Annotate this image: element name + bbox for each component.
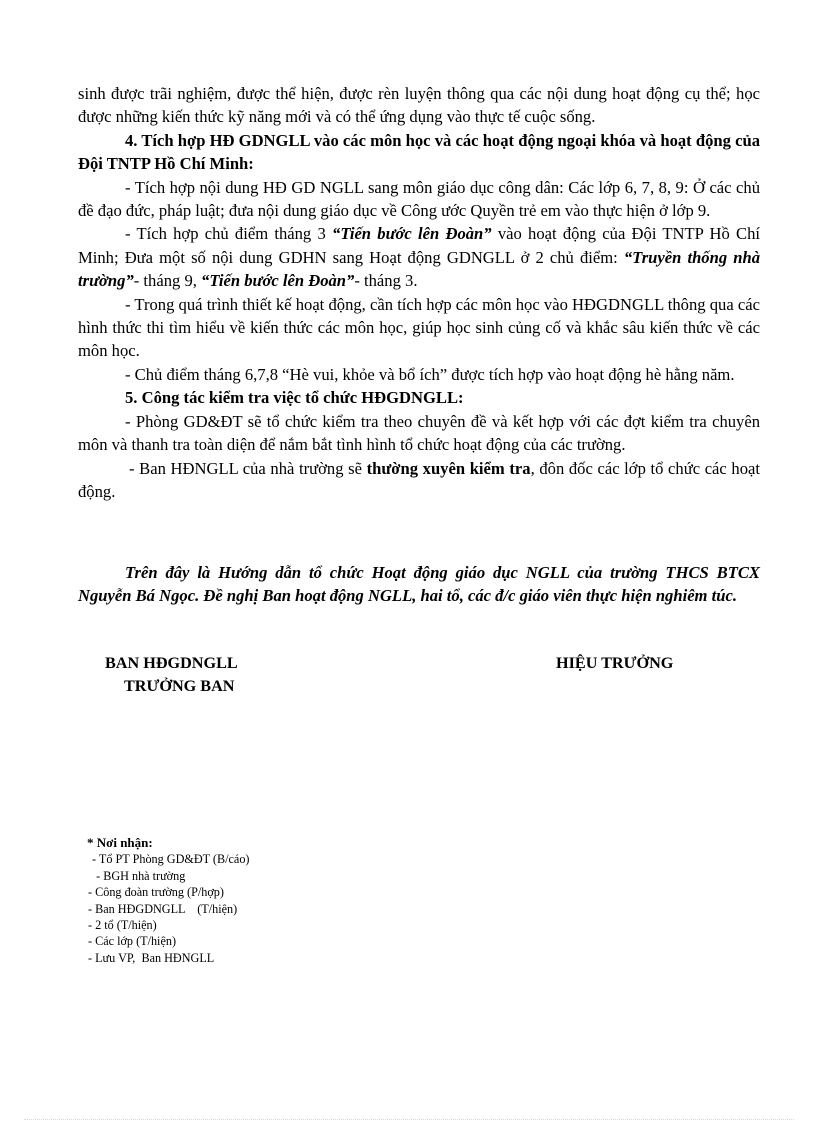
paragraph-integration-civics: - Tích hợp nội dung HĐ GD NGLL sang môn giáo dục công dân: Các lớp 6, 7, 8, 9: Ở các chủ đề đạo đức, pháp luật; đưa nội dung giáo dục về Công ước Quyền trẻ em vào thực hiện ở lớp 9. [78, 177, 760, 221]
signature-left-title: BAN HĐGDNGLL [105, 654, 238, 672]
recipient-item: - Ban HĐGDNGLL (T/hiện) [88, 901, 238, 916]
section-heading-4: 4. Tích hợp HĐ GDNGLL vào các môn học và các hoạt động ngoại khóa và hoạt động của Đội TNTP Hồ Chí Minh: [78, 130, 760, 174]
recipients-block [86, 835, 249, 966]
emphasis-tien-buoc-len-doan: “Tiến bước lên Đoàn” [332, 224, 492, 244]
paragraph-summer-theme: - Chủ điểm tháng 6,7,8 “Hè vui, khỏe và bổ ích” được tích hợp vào hoạt động hè hằng năm. [125, 364, 735, 384]
paragraph-activity-design: - Trong quá trình thiết kế hoạt động, cần tích hợp các môn học vào HĐGDNGLL thông qua các hình thức thi tìm hiểu về kiến thức các môn học, giúp học sinh củng cố và khắc sâu kiến thức về các môn học. [78, 294, 760, 361]
closing-statement: Trên đây là Hướng dẫn tổ chức Hoạt động giáo dục NGLL của trường THCS BTCX Nguyễn Bá Ngọc. Đề nghị Ban hoạt động NGLL, hai tổ, các đ/c giáo viên thực hiện nghiêm túc. [78, 563, 760, 606]
paragraph-continuation: sinh được trãi nghiệm, được thể hiện, được rèn luyện thông qua các nội dung hoạt động cụ thể; học được những kiến thức kỹ năng mới và có thể ứng dụng vào thực tế cuộc sống. [78, 84, 760, 127]
paragraph-inspection-department: - Phòng GD&ĐT sẽ tổ chức kiểm tra theo chuyên đề và kết hợp với các đợt kiểm tra chuyên môn và thanh tra toàn diện để nắm bắt tình hình tổ chức hoạt động của các trường. [78, 411, 760, 455]
recipients-heading: * Nơi nhận: [87, 835, 153, 850]
recipient-item: - 2 tổ (T/hiện) [88, 918, 157, 933]
signature-left-role: TRƯỞNG BAN [124, 677, 235, 695]
emphasis-regular-inspection: thường xuyên kiểm tra [366, 458, 531, 478]
recipient-item: - Lưu VP, Ban HĐNGLL [88, 950, 215, 965]
document-body [78, 82, 760, 503]
paragraph-integration-march: - Tích hợp chủ điểm tháng 3 “Tiến bước lên Đoàn” vào hoạt động của Đội TNTP Hồ Chí Minh; Đưa một số nội dung GDHN sang Hoạt động GDNGLL ở 2 chủ điểm: “Truyền thống nhà trường”- tháng 9, “Tiến bước lên Đoàn”- tháng 3. [78, 224, 760, 291]
section-heading-5: 5. Công tác kiểm tra việc tổ chức HĐGDNGLL: [125, 388, 464, 408]
emphasis-tien-buoc-len-doan-2: “Tiến bước lên Đoàn” [201, 271, 355, 291]
recipient-item: - Công đoàn trường (P/hợp) [88, 885, 224, 900]
paragraph-inspection-board: - Ban HĐNGLL của nhà trường sẽ thường xuyên kiểm tra, đôn đốc các lớp tổ chức các hoạt động. [78, 458, 760, 501]
recipient-item: - Các lớp (T/hiện) [88, 934, 177, 949]
emphasis-truyen-thong-nha-truong: “Truyền thống nhà trường” [78, 247, 760, 291]
recipient-item: - BGH nhà trường [90, 868, 186, 883]
page-bottom-divider [24, 1119, 794, 1120]
signature-right-title: HIỆU TRƯỞNG [556, 654, 674, 672]
recipient-item: - Tổ PT Phòng GD&ĐT (B/cáo) [89, 852, 250, 867]
